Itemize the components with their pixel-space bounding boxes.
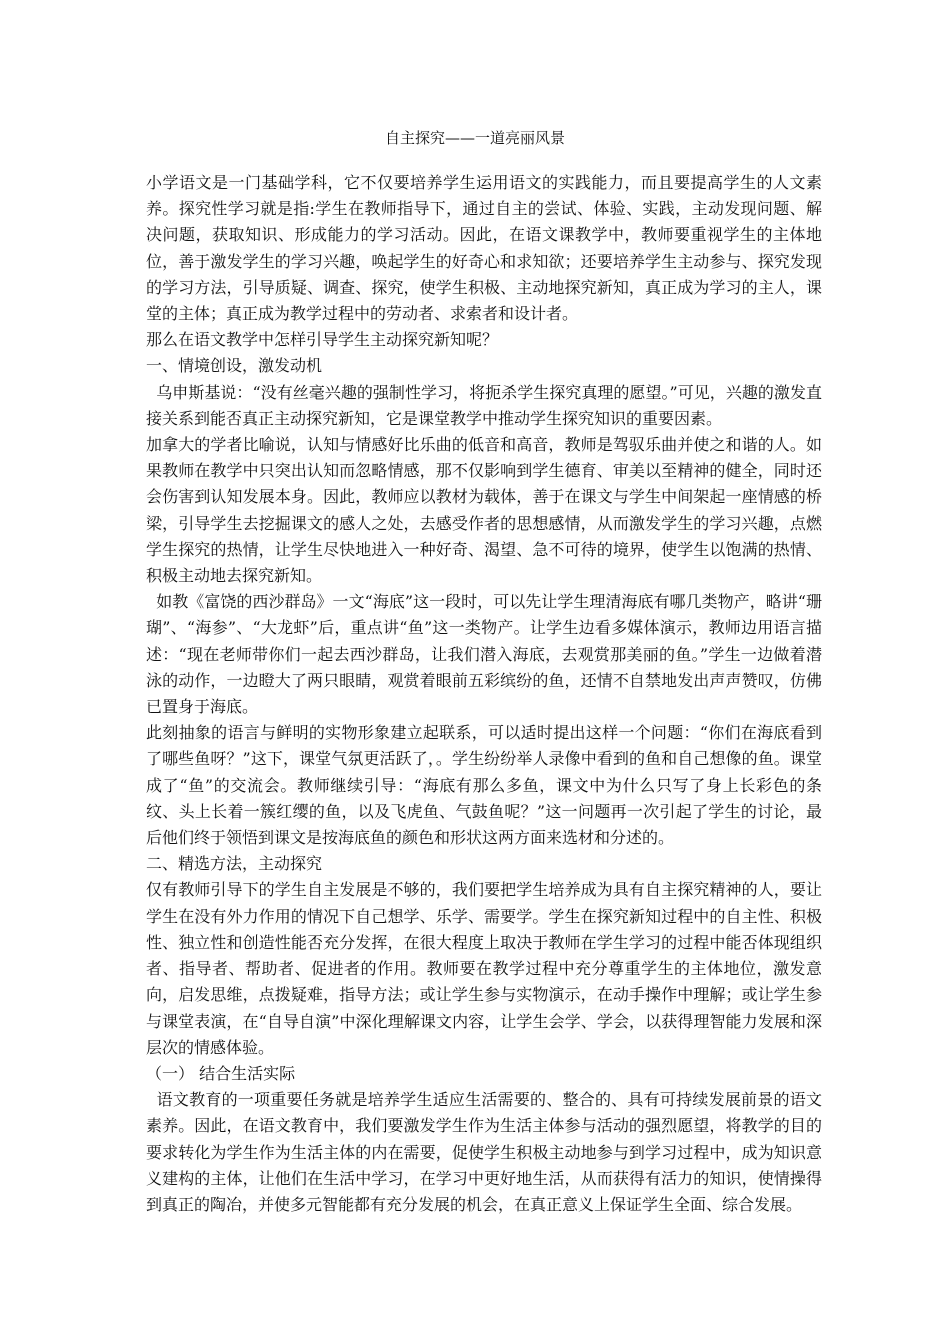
paragraph-xisha-example: 如教《富饶的西沙群岛》一文“海底”这一段时，可以先让学生理清海底有哪几类物产，略讲“珊瑚”、“海参”、“大龙虾”后，重点讲“鱼”这一类物产。让学生边看多媒体演示，教师边用语言描述：“现在老师带你们一起去西沙群岛，让我们潜入海底，去观赏那美丽的鱼。”学生一边做着潜泳的动作，一边瞪大了两只眼睛，观赏着眼前五彩缤纷的鱼，还情不自禁地发出声声赞叹，仿佛已置身于海底。 [146, 592, 822, 717]
paragraph-question: 那么在语文教学中怎样引导学生主动探究新知呢？ [146, 330, 499, 350]
section-heading-1: 一、情境创设，激发动机 [146, 356, 323, 376]
paragraph-ushinsky-quote: 乌申斯基说：“没有丝毫兴趣的强制性学习，将扼杀学生探究真理的愿望。”可见，兴趣的激发直接关系到能否真正主动探究新知，它是课堂教学中推动学生探究知识的重要因素。 [146, 382, 822, 428]
paragraph-cognition-emotion: 加拿大的学者比喻说，认知与情感好比乐曲的低音和高音，教师是驾驭乐曲并使之和谐的人。如果教师在教学中只突出认知而忽略情感，那不仅影响到学生德育、审美以至精神的健全，同时还会伤害到认知发展本身。因此，教师应以教材为载体，善于在课文与学生中间架起一座情感的桥梁，引导学生去挖掘课文的感人之处，去感受作者的思想感情，从而激发学生的学习兴趣，点燃学生探究的热情，让学生尽快地进入一种好奇、渴望、急不可待的境界，使学生以饱满的热情、积极主动地去探究新知。 [146, 435, 822, 586]
section-heading-2: 二、精选方法，主动探究 [146, 854, 323, 874]
paragraph-fish-discussion: 此刻抽象的语言与鲜明的实物形象建立起联系，可以适时提出这样一个问题：“你们在海底看到了哪些鱼呀？”这下，课堂气氛更活跃了，。学生纷纷举人录像中看到的鱼和自己想像的鱼。课堂成了“鱼”的交流会。教师继续引导：“海底有那么多鱼，课文中为什么只写了身上长彩色的条纹、头上长着一簇红缨的鱼，以及飞虎鱼、气鼓鱼呢？”这一问题再一次引起了学生的讨论，最后他们终于领悟到课文是按海底鱼的颜色和形状这两方面来选材和分述的。 [146, 723, 822, 848]
paragraph-life-practice: 语文教育的一项重要任务就是培养学生适应生活需要的、整合的、具有可持续发展前景的语文素养。因此，在语文教育中，我们要激发学生作为生活主体参与活动的强烈愿望，将教学的目的要求转化为学生作为生活主体的内在需要，促使学生积极主动地参与到学习过程中，成为知识意义建构的主体，让他们在生活中学习，在学习中更好地生活，从而获得有活力的知识，使情操得到真正的陶冶，并使多元智能都有充分发展的机会，在真正意义上保证学生全面、综合发展。 [146, 1090, 822, 1214]
subsection-heading-1: （一） 结合生活实际 [146, 1063, 296, 1083]
document-title: 自主探究——一道亮丽风景 [384, 129, 565, 147]
paragraph-intro: 小学语文是一门基础学科，它不仅要培养学生运用语文的实践能力，而且要提高学生的人文素养。探究性学习就是指:学生在教师指导下，通过自主的尝试、体验、实践，主动发现问题、解决问题，获取知识、形成能力的学习活动。因此，在语文课教学中，教师要重视学生的主体地位，善于激发学生的学习兴趣，唤起学生的好奇心和求知欲；还要培养学生主动参与、探究发现的学习方法，引导质疑、调查、探究，使学生积极、主动地探究新知，真正成为学习的主人，课堂的主体；真正成为教学过程中的劳动者、求索者和设计者。 [146, 173, 822, 324]
document-body [146, 170, 822, 1218]
paragraph-self-exploration: 仅有教师引导下的学生自主发展是不够的，我们要把学生培养成为具有自主探究精神的人，要让学生在没有外力作用的情况下自己想学、乐学、需要学。学生在探究新知过程中的自主性、积极性、独立性和创造性能否充分发挥，在很大程度上取决于教师在学生学习的过程中能否体现组织者、指导者、帮助者、促进者的作用。教师要在教学过程中充分尊重学生的主体地位，激发意向，启发思维，点拨疑难，指导方法；或让学生参与实物演示，在动手操作中理解；或让学生参与课堂表演，在“自导自演”中深化理解课文内容，让学生会学、学会，以获得理智能力发展和深层次的情感体验。 [146, 880, 822, 1057]
